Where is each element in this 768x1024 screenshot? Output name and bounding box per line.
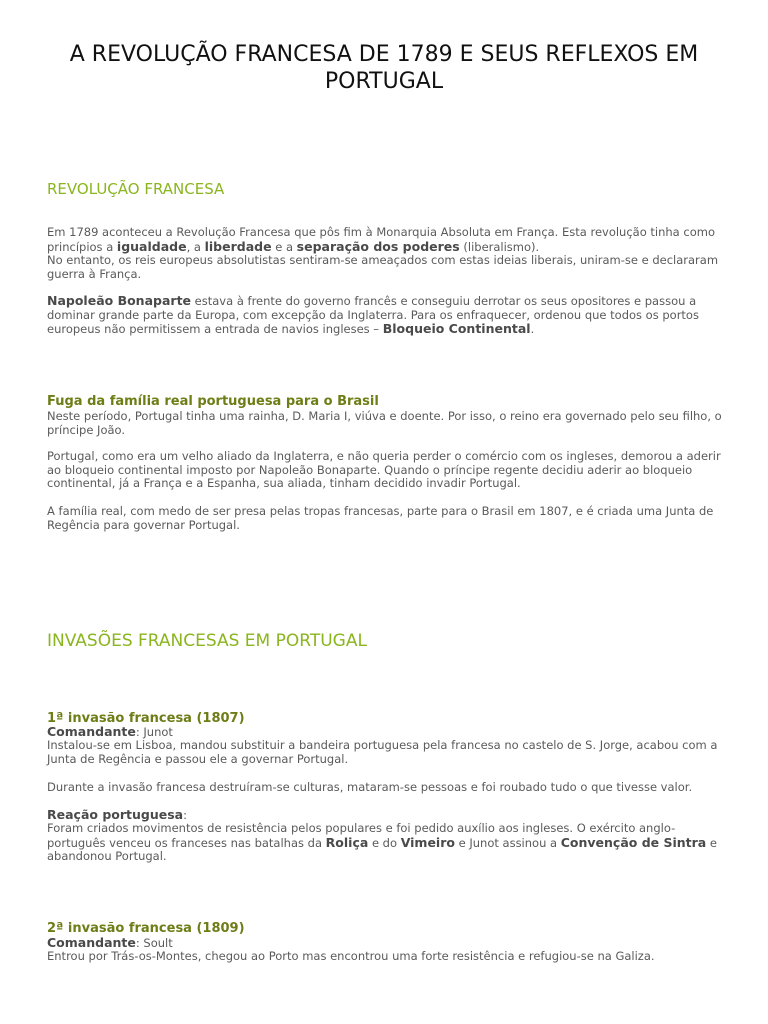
reaction-label: Reação portuguesa (47, 807, 184, 822)
section-heading-revolucao-francesa: REVOLUÇÃO FRANCESA (47, 180, 225, 198)
commander-label: Comandante (47, 724, 136, 739)
paragraph-revolucao-intro (47, 226, 727, 281)
paragraph-bloqueio-portugal: Portugal, como era um velho aliado da Inglaterra, e não queria perder o comércio com os ingleses, demorou a aderir ao bloqueio continental imposto por Napoleão Bonaparte. Quando o príncipe regente decidiu aderir ao bloqueio continental, já a França e a Espanha, sua aliada, tinham decidido invadir Portugal. (47, 449, 721, 490)
text: : (183, 808, 187, 822)
bold-term-igualdade: igualdade (116, 238, 187, 254)
text: estava à frente do governo francês e conseguiu derrotar os seus opositores e passou a dominar grande parte da Europa, com excepção da Inglaterra. Para os enfraquecer, ordenou que todos os portos europeus não permitissem a entrada de navios ingleses – (47, 294, 699, 336)
bold-term-liberdade: liberdade (204, 238, 272, 254)
text: Foram criados movimentos de resistência pelos populares e foi pedido auxílio aos ingleses. O exército anglo-português venceu os franceses nas batalhas da (47, 821, 676, 850)
commander-value: : Soult (135, 936, 173, 950)
bold-term-napoleao: Napoleão Bonaparte (47, 293, 192, 308)
bold-term-vimeiro: Vimeiro (400, 834, 455, 850)
heading-1a-invasao: 1ª invasão francesa (1807) (47, 711, 245, 726)
commander-value: : Junot (135, 725, 173, 739)
text: Em 1789 aconteceu a Revolução Francesa que pôs fim à Monarquia Absoluta em França. Esta revolução tinha como princípios a (47, 225, 715, 254)
bold-term-separacao-poderes: separação dos poderes (296, 238, 460, 254)
bold-term-rolica: Roliça (325, 834, 369, 850)
text: e abandonou Portugal. (47, 835, 717, 863)
paragraph-familia-real-brasil: A família real, com medo de ser presa pelas tropas francesas, parte para o Brasil em 1807, e é criada uma Junta de Regência para governar Portugal. (47, 504, 714, 532)
page-title: A REVOLUÇÃO FRANCESA DE 1789 E SEUS REFLEXOS EM PORTUGAL (69, 42, 699, 94)
section-heading-invasoes-francesas: INVASÕES FRANCESAS EM PORTUGAL (47, 631, 367, 651)
paragraph-napoleao (47, 294, 727, 337)
paragraph-reacao-portuguesa (47, 822, 727, 864)
text: No entanto, os reis europeus absolutistas sentiram-se ameaçados com estas ideias liberais, uniram-se e declararam guerra à França. (47, 253, 719, 281)
paragraph-soult: Entrou por Trás-os-Montes, chegou ao Porto mas encontrou uma forte resistência e refugiou-se na Galiza. (47, 949, 655, 963)
text: e a (271, 239, 297, 254)
bold-term-convencao-sintra: Convenção de Sintra (560, 834, 707, 850)
text: e do (368, 835, 401, 850)
section-heading-fuga-familia-real: Fuga da família real portuguesa para o Brasil (47, 394, 379, 409)
paragraph-d-maria: Neste período, Portugal tinha uma rainha, D. Maria I, viúva e doente. Por isso, o reino era governado pelo seu filho, o príncipe João. (47, 409, 722, 437)
text: (liberalismo). (459, 239, 540, 254)
text: , a (186, 239, 205, 254)
text: . (530, 322, 535, 336)
commander-label: Comandante (47, 935, 136, 950)
heading-2a-invasao: 2ª invasão francesa (1809) (47, 921, 245, 936)
paragraph-destruicao: Durante a invasão francesa destruíram-se culturas, mataram-se pessoas e foi roubado tudo o que tivesse valor. (47, 780, 693, 794)
paragraph-junot-lisboa: Instalou-se em Lisboa, mandou substituir a bandeira portuguesa pela francesa no castelo de S. Jorge, acabou com a Junta de Regência e passou ele a governar Portugal. (47, 738, 718, 766)
bold-term-bloqueio-continental: Bloqueio Continental (382, 321, 531, 336)
text: e Junot assinou a (454, 835, 561, 850)
